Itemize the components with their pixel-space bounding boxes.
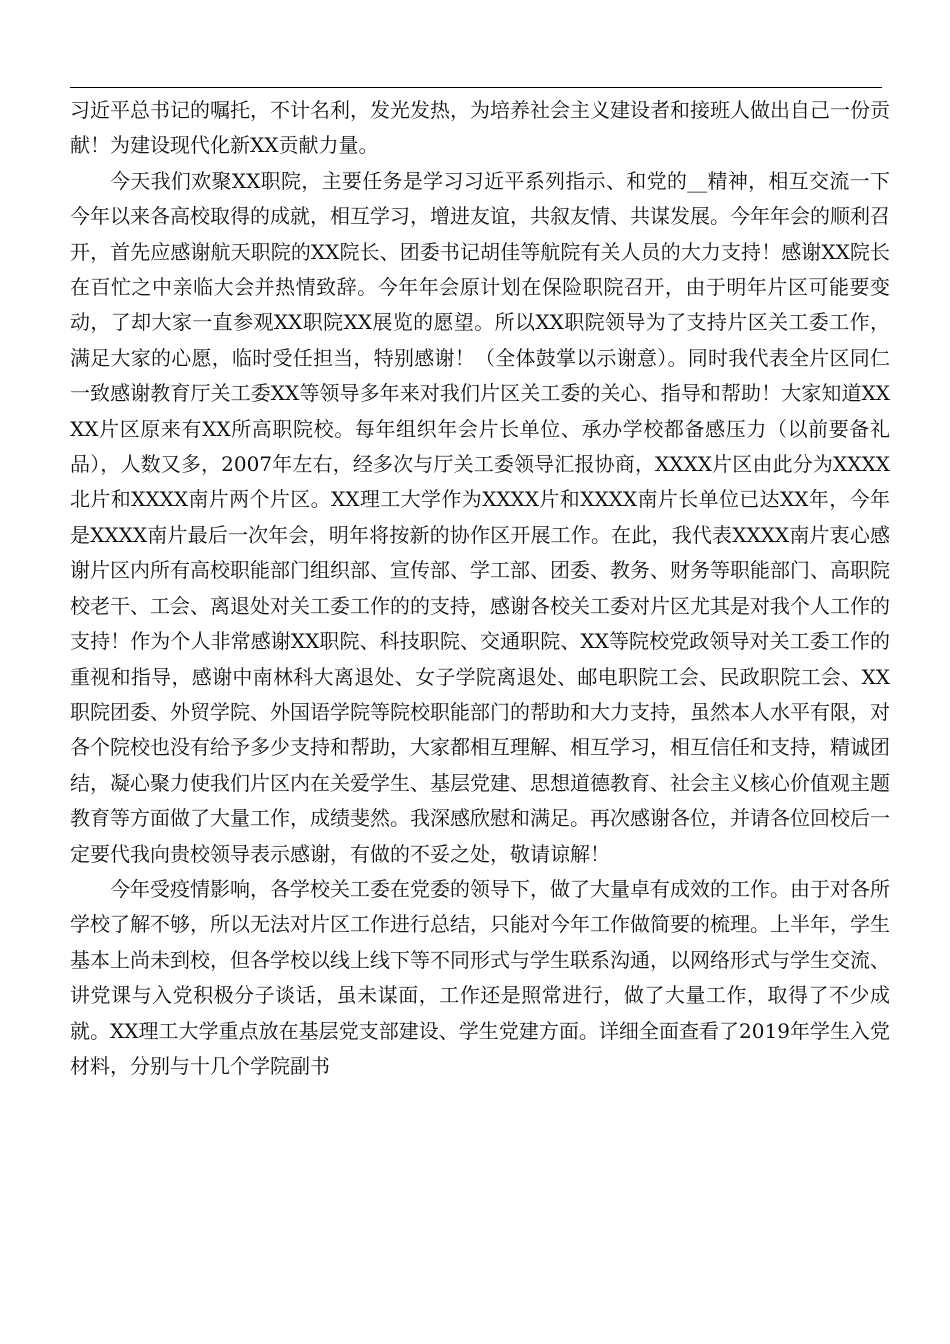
paragraph-gratitude: 今天我们欢聚XX职院，主要任务是学习习近平系列指示、和党的__精神，相互交流一下今年以来各高校取得的成就，相互学习，增进友谊，共叙友情、共谋发展。今年年会的顺利召开，首先应感谢航天职院的XX院长、团委书记胡佳等航院有关人员的大力支持！感谢XX院长在百忙之中亲临大会并热情致辞。今年年会原计划在保险职院召开，由于明年片区可能要变动，了却大家一直参观XX职院XX展览的愿望。所以XX职院领导为了支持片区关工委工作，满足大家的心愿，临时受任担当，特别感谢！（全体鼓掌以示谢意）。同时我代表全片区同仁一致感谢教育厅关工委XX等领导多年来对我们片区关工委的关心、指导和帮助！大家知道XXXX片区原来有XX所高职院校。每年组织年会片长单位、承办学校都备感压力（以前要备礼品），人数又多，2007年左右，经多次与厅关工委领导汇报协商，XXXX片区由此分为XXXX北片和XXXX南片两个片区。XX理工大学作为XXXX片和XXXX南片长单位已达XX年，今年是XXXX南片最后一次年会，明年将按新的协作区开展工作。在此，我代表XXXX南片衷心感谢片区内所有高校职能部门组织部、宣传部、学工部、团委、教务、财务等职能部门、高职院校老干、工会、离退处对关工委工作的的支持，感谢各校关工委对片区尤其是对我个人工作的支持！作为个人非常感谢XX职院、科技职院、交通职院、XX等院校党政领导对关工委工作的重视和指导，感谢中南林科大离退处、女子学院离退处、邮电职院工会、民政职院工会、XX职院团委、外贸学院、外国语学院等院校职能部门的帮助和大力支持，虽然本人水平有限，对各个院校也没有给予多少支持和帮助，大家都相互理解、相互学习，相互信任和支持，精诚团结，凝心聚力使我们片区内在关爱学生、基层党建、思想道德教育、社会主义核心价值观主题教育等方面做了大量工作，成绩斐然。我深感欣慰和满足。再次感谢各位，并请各位回校后一定要代我向贵校领导表示感谢，有做的不妥之处，敬请谅解！ xyxy=(70,168,890,866)
paragraph-work-summary: 今年受疫情影响，各学校关工委在党委的领导下，做了大量卓有成效的工作。由于对各所学校了解不够，所以无法对片区工作进行总结，只能对今年工作做简要的梳理。上半年，学生基本上尚未到校，但各学校以线上线下等不同形式与学生联系沟通，以网络形式与学生交流、讲党课与入党积极分子谈话，虽未谋面，工作还是照常进行，做了大量工作，取得了不少成就。XX理工大学重点放在基层党支部建设、学生党建方面。详细全面查看了2019年学生入党材料，分别与十几个学院副书 xyxy=(70,876,890,1078)
header-rule xyxy=(70,87,882,88)
document-body xyxy=(70,93,890,1084)
paragraph-continuation: 习近平总书记的嘱托，不计名利，发光发热，为培养社会主义建设者和接班人做出自己一份贡献！为建设现代化新XX贡献力量。 xyxy=(70,98,890,158)
